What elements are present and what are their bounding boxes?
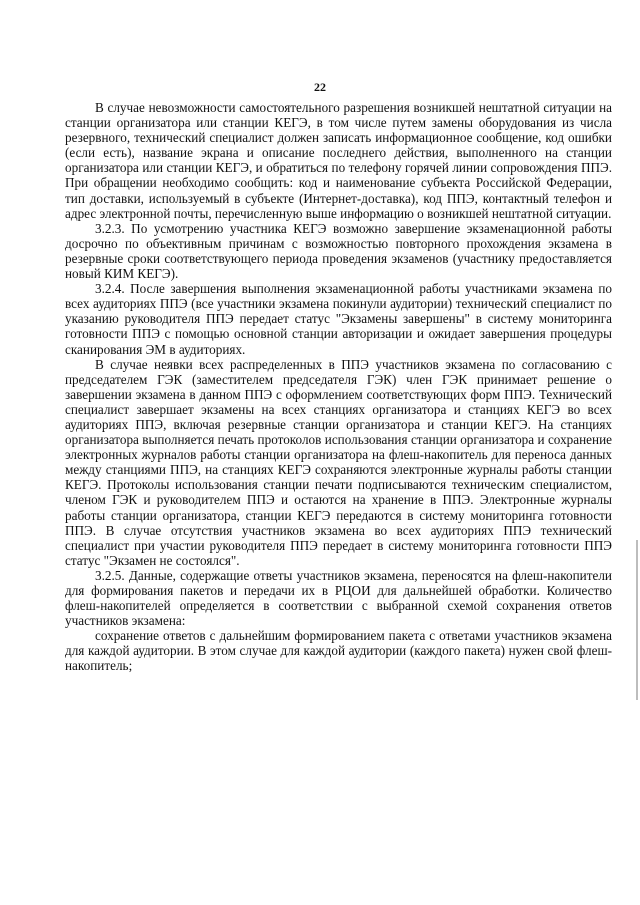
scan-edge-mark bbox=[636, 540, 638, 700]
document-body bbox=[65, 100, 612, 674]
paragraph-3-2-5: 3.2.5. Данные, содержащие ответы участников экзамена, переносятся на флеш-накопители для формирования пакетов и передачи их в РЦОИ для дальнейшей обработки. Количество флеш-накопителей определяется в соответствии с выбранной схемой сохранения ответов участников экзамена: bbox=[65, 567, 612, 629]
page-number: 22 bbox=[314, 80, 326, 94]
paragraph-emergency-contact: В случае невозможности самостоятельного разрешения возникшей нештатной ситуации на станции организатора или станции КЕГЭ, в том числе путем замены оборудования из числа резервного, технический специалист должен записать информационное сообщение, код ошибки (если есть), название экрана и описание последнего действия, выполненного на станции организатора или станции КЕГЭ, и обратиться по телефону горячей линии сопровождения ППЭ. При обращении необходимо сообщить: код и наименование субъекта Российской Федерации, тип доставки, используемый в субъекте (Интернет-доставка), код ППЭ, контактный телефон и адрес электронной почты, перечисленную выше информацию о возникшей нештатной ситуации. bbox=[65, 100, 612, 221]
paragraph-no-show: В случае неявки всех распределенных в ППЭ участников экзамена по согласованию с председателем ГЭК (заместителем председателя ГЭК) член ГЭК принимает решение о завершении экзамена в данном ППЭ с оформлением соответствующих форм ППЭ. Технический специалист завершает экзамены на всех станциях организатора и станциях КЕГЭ во всех аудиториях ППЭ, включая резервные станции организатора и станции КЕГЭ. На станциях организатора выполняется печать протоколов использования станции организатора и сохранение электронных журналов работы станции организатора на флеш-накопитель для переноса данных между станциями ППЭ, на станциях КЕГЭ сохраняются электронные журналы работы станции КЕГЭ. Протоколы использования станции печати подписываются техническим специалистом, членом ГЭК и руководителем ППЭ и остаются на хранение в ППЭ. Электронные журналы работы станции организатора, станции КЕГЭ передаются в систему мониторинга готовности ППЭ. В случае отсутствия участников экзамена во всех аудиториях ППЭ технический специалист при участии руководителя ППЭ передает в систему мониторинга готовности ППЭ статус "Экзамен не состоялся". bbox=[65, 356, 612, 568]
paragraph-save-scheme: сохранение ответов с дальнейшим формированием пакета с ответами участников экзамена для каждой аудитории. В этом случае для каждой аудитории (каждого пакета) нужен свой флеш-накопитель; bbox=[65, 628, 612, 674]
paragraph-3-2-3: 3.2.3. По усмотрению участника КЕГЭ возможно завершение экзаменационной работы досрочно по объективным причинам с возможностью повторного прохождения экзамена в резервные сроки соответствующего периода проведения экзаменов (участнику предоставляется новый КИМ КЕГЭ). bbox=[65, 220, 612, 282]
paragraph-3-2-4: 3.2.4. После завершения выполнения экзаменационной работы участниками экзамена по всех аудиториях ППЭ (все участники экзамена покинули аудитории) технический специалист по указанию руководителя ППЭ передает статус "Экзамены завершены" в систему мониторинга готовности ППЭ с помощью основной станции авторизации и ожидает завершения процедуры сканирования ЭМ в аудиториях. bbox=[65, 281, 612, 357]
